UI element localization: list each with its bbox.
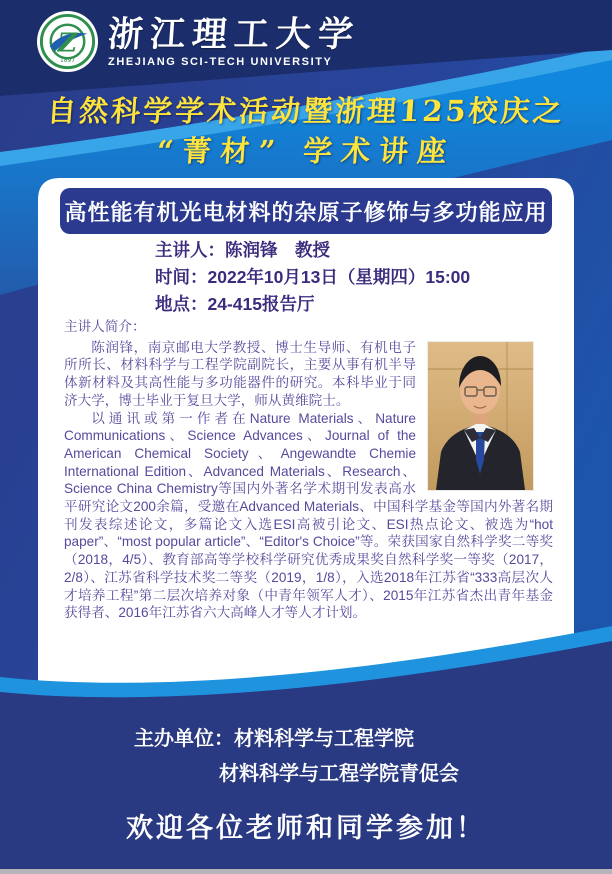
welcome-message: 欢迎各位老师和同学参加！ — [126, 813, 486, 843]
bio-heading: 主讲人简介： — [64, 319, 146, 334]
detail-time: 时间：2022年10月13日（星期四）15:00 — [155, 267, 471, 287]
detail-location: 地点：24-415报告厅 — [155, 294, 315, 314]
svg-text:Z: Z — [57, 27, 78, 59]
header — [36, 10, 360, 73]
bio-paragraph-1: 陈润锋，南京邮电大学教授、博士生导师、有机电子所所长、材料科学与工程学院副院长，主要从事有机半导体新材料及其高性能与多功能器件的研究。本科毕业于同济大学，博士毕业于复旦大学，师从黄维院士。 — [64, 339, 416, 408]
organizer-block — [134, 722, 459, 792]
university-logo-icon — [36, 10, 99, 73]
university-name-en: ZHEJIANG SCI-TECH UNIVERSITY — [108, 55, 333, 68]
bio-paragraph-2: 以通讯或第一作者在Nature Materials、Nature Communications、Science Advances、Journal of the American Chemical Society、Angewandte Chemie International Edition、Advanced Materials、Research、Science China Chemistry等国内外著名学术期刊发表高水平研究论文200余篇，受邀在Advanced Materials、中国科学基金等国内外著名期刊发表综述论文，多篇论文入选ESI高被引论文、ESI热点论文、被选为“hot paper”、“most popular article”、“Editor's Choice”等。荣获国家自然科学奖二等奖（2018，4/5）、教育部高等学校科学研究优秀成果奖自然科学奖一等奖（2017，2/8）、江苏省科学技术奖二等奖（2019，1/8），入选2018年江苏省“333高层次人才培养工程”第二层次培养对象（中青年领军人才）、2015年江苏省杰出青年基金获得者、2016年江苏省六大高峰人才等人才计划。 — [64, 410, 553, 621]
event-title — [0, 92, 612, 170]
lecture-title-banner — [60, 188, 552, 234]
speaker-bio — [64, 318, 553, 622]
speaker-photo — [428, 342, 533, 490]
logo-year: 1897 — [60, 58, 75, 65]
organizer-line1: 主办单位：材料科学与工程学院 — [134, 728, 414, 750]
lecture-details — [155, 237, 470, 318]
detail-speaker: 主讲人：陈润锋 教授 — [155, 240, 330, 260]
event-title-line2: “菁材” 学术讲座 — [155, 134, 457, 168]
organizer-line2: 材料科学与工程学院青促会 — [219, 763, 459, 785]
event-title-line1: 自然科学学术活动暨浙理125校庆之 — [46, 94, 566, 128]
university-name-cn: 浙江理工大学 — [106, 13, 362, 55]
lecture-title-text: 高性能有机光电材料的杂原子修饰与多功能应用 — [64, 199, 548, 225]
